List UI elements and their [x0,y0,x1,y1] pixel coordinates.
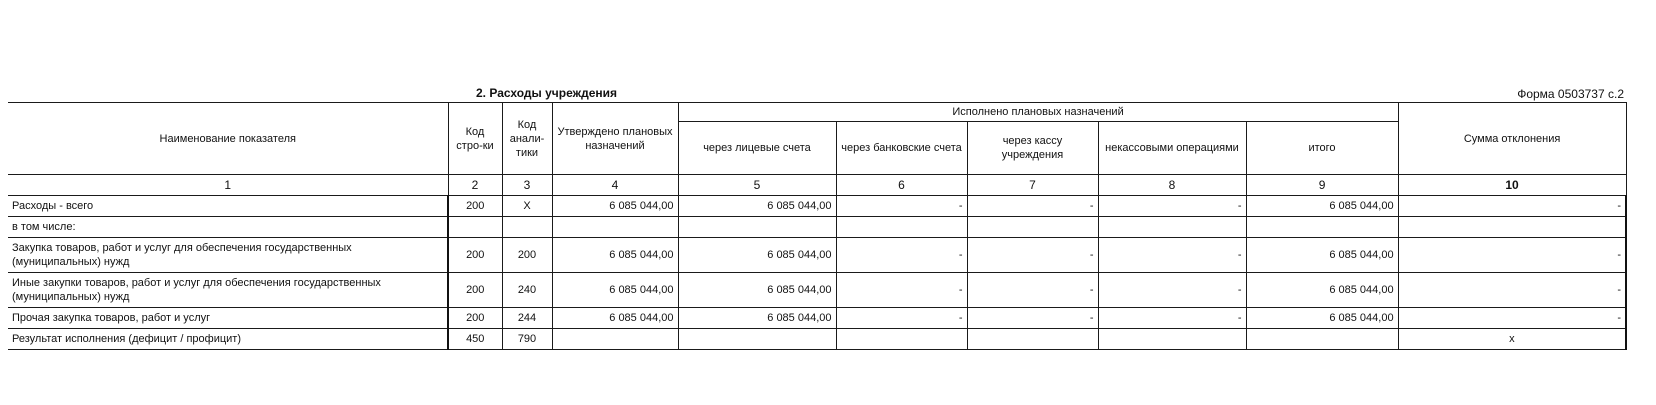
row-approved [552,329,678,350]
row-deviation: - [1398,308,1626,329]
expenses-table [8,102,1627,350]
row-non-cash: - [1098,238,1246,273]
column-number-row [8,175,1626,196]
header-line-code: Код стро-ки [448,103,502,175]
row-total: 6 085 044,00 [1246,308,1398,329]
column-number: 6 [836,175,967,196]
row-name: Закупка товаров, работ и услуг для обеспечения государственных (муниципальных) нужд [8,238,448,273]
column-number: 9 [1246,175,1398,196]
row-cashdesk: - [967,308,1098,329]
column-number: 5 [678,175,836,196]
table-row [8,238,1626,273]
column-number: 8 [1098,175,1246,196]
row-total: 6 085 044,00 [1246,238,1398,273]
row-personal-accounts: 6 085 044,00 [678,238,836,273]
row-deviation: - [1398,273,1626,308]
row-personal-accounts: 6 085 044,00 [678,308,836,329]
row-non-cash: - [1098,308,1246,329]
row-non-cash [1098,217,1246,238]
table-row [8,217,1626,238]
row-cashdesk: - [967,273,1098,308]
header-indicator-name: Наименование показателя [8,103,448,175]
row-analytics-code: 790 [502,329,552,350]
form-code-label: Форма 0503737 с.2 [1517,87,1624,101]
column-number: 3 [502,175,552,196]
header-via-personal-accounts: через лицевые счета [678,122,836,175]
table-row [8,273,1626,308]
row-personal-accounts: 6 085 044,00 [678,196,836,217]
row-approved: 6 085 044,00 [552,196,678,217]
row-analytics-code [502,217,552,238]
column-number: 1 [8,175,448,196]
column-number: 10 [1398,175,1626,196]
header-non-cash: некассовыми операциями [1098,122,1246,175]
table-row [8,196,1626,217]
row-deviation [1398,217,1626,238]
row-total [1246,329,1398,350]
row-line-code: 450 [448,329,502,350]
row-approved: 6 085 044,00 [552,238,678,273]
row-approved: 6 085 044,00 [552,273,678,308]
row-personal-accounts [678,217,836,238]
table-row [8,329,1626,350]
row-line-code [448,217,502,238]
row-cashdesk: - [967,196,1098,217]
row-approved: 6 085 044,00 [552,308,678,329]
row-analytics-code: X [502,196,552,217]
row-analytics-code: 244 [502,308,552,329]
row-name: Результат исполнения (дефицит / профицит) [8,329,448,350]
row-deviation: x [1398,329,1626,350]
row-line-code: 200 [448,238,502,273]
row-name: Расходы - всего [8,196,448,217]
row-analytics-code: 200 [502,238,552,273]
row-deviation: - [1398,196,1626,217]
header-analytics-code: Код анали-тики [502,103,552,175]
row-line-code: 200 [448,308,502,329]
row-bank-accounts: - [836,273,967,308]
row-bank-accounts [836,217,967,238]
header-total: итого [1246,122,1398,175]
row-cashdesk [967,329,1098,350]
row-name: в том числе: [8,217,448,238]
row-total: 6 085 044,00 [1246,196,1398,217]
row-analytics-code: 240 [502,273,552,308]
column-number: 7 [967,175,1098,196]
row-total [1246,217,1398,238]
column-number: 4 [552,175,678,196]
row-non-cash [1098,329,1246,350]
row-non-cash: - [1098,273,1246,308]
row-name: Иные закупки товаров, работ и услуг для обеспечения государственных (муниципальных) нужд [8,273,448,308]
header-via-bank-accounts: через банковские счета [836,122,967,175]
row-line-code: 200 [448,273,502,308]
header-deviation: Сумма отклонения [1398,103,1626,175]
row-personal-accounts: 6 085 044,00 [678,273,836,308]
row-bank-accounts: - [836,196,967,217]
row-bank-accounts: - [836,238,967,273]
row-personal-accounts [678,329,836,350]
row-bank-accounts: - [836,308,967,329]
row-non-cash: - [1098,196,1246,217]
row-name: Прочая закупка товаров, работ и услуг [8,308,448,329]
row-total: 6 085 044,00 [1246,273,1398,308]
header-executed-group: Исполнено плановых назначений [678,103,1398,122]
row-cashdesk: - [967,238,1098,273]
row-approved [552,217,678,238]
table-row [8,308,1626,329]
section-title: 2. Расходы учреждения [476,86,618,100]
row-bank-accounts [836,329,967,350]
header-approved: Утверждено плановых назначений [552,103,678,175]
row-line-code: 200 [448,196,502,217]
header-via-cashdesk: через кассу учреждения [967,122,1098,175]
row-deviation: - [1398,238,1626,273]
column-number: 2 [448,175,502,196]
row-cashdesk [967,217,1098,238]
